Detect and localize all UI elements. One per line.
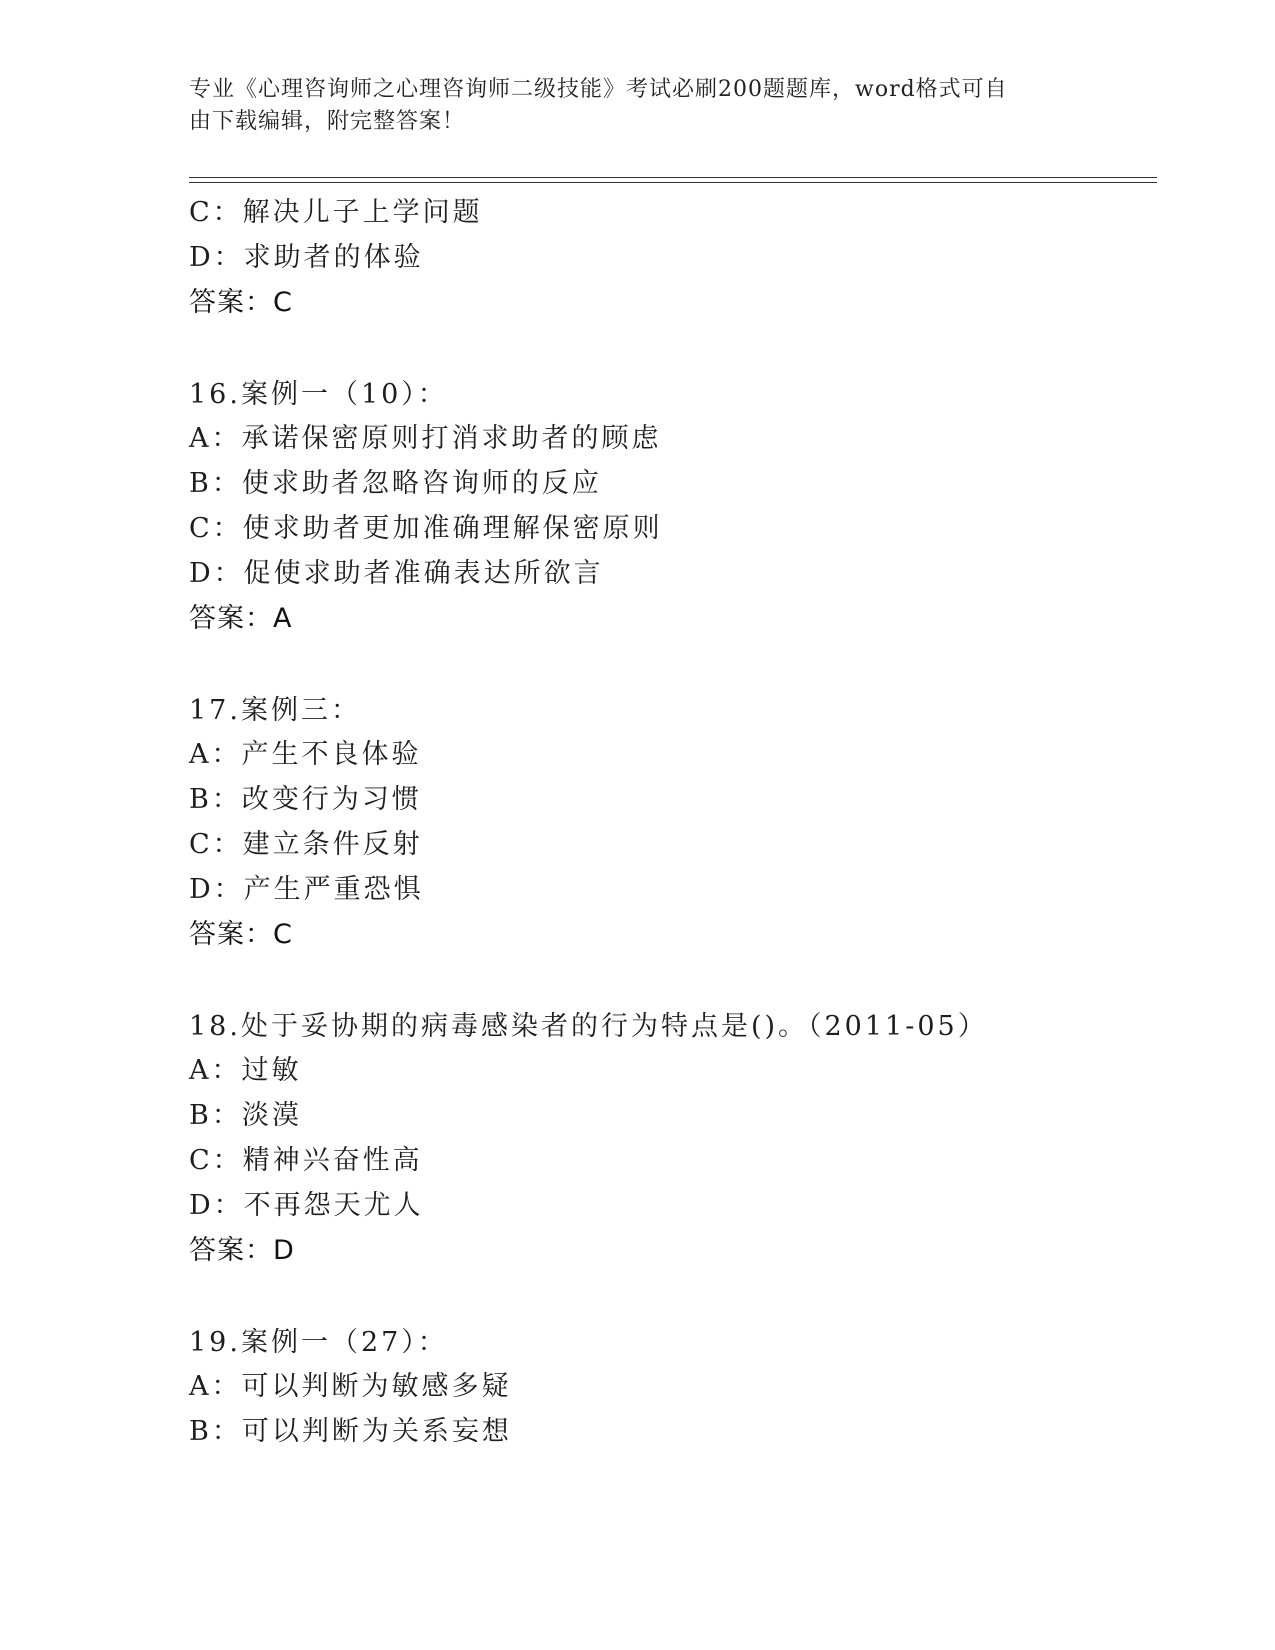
option-line: D：促使求助者准确表达所欲言	[189, 558, 604, 589]
option-line: C：精神兴奋性高	[189, 1145, 423, 1176]
option-line: C：使求助者更加准确理解保密原则	[189, 513, 663, 544]
question-stem: 19.案例一（27）：	[189, 1327, 448, 1358]
answer-line: 答案：C	[189, 287, 293, 318]
header-divider-bottom	[189, 182, 1157, 183]
option-line: B：淡漠	[189, 1100, 302, 1131]
option-line: D：求助者的体验	[189, 242, 424, 273]
option-line: D：产生严重恐惧	[189, 874, 424, 905]
option-line: B：改变行为习惯	[189, 784, 422, 815]
option-line: B：可以判断为关系妄想	[189, 1416, 512, 1447]
header-line-1: 专业《心理咨询师之心理咨询师二级技能》考试必刷200题题库，word格式可自	[189, 77, 1008, 102]
header-line-2: 由下载编辑，附完整答案！	[189, 109, 466, 134]
option-line: A：承诺保密原则打消求助者的顾虑	[189, 423, 662, 454]
document-header	[189, 74, 1079, 138]
option-line: A：过敏	[189, 1055, 302, 1086]
header-divider-top	[189, 177, 1157, 178]
answer-line: 答案：D	[189, 1235, 295, 1266]
option-line: A：产生不良体验	[189, 739, 422, 770]
answer-line: 答案：A	[189, 603, 293, 634]
answer-line: 答案：C	[189, 919, 293, 950]
option-line: C：建立条件反射	[189, 829, 423, 860]
option-line: B：使求助者忽略咨询师的反应	[189, 468, 602, 499]
option-line: D：不再怨天尤人	[189, 1190, 424, 1221]
question-stem: 16.案例一（10）：	[189, 379, 448, 410]
question-stem: 17.案例三：	[189, 695, 361, 726]
option-line: A：可以判断为敏感多疑	[189, 1371, 512, 1402]
question-stem: 18.处于妥协期的病毒感染者的行为特点是()。（2011-05）	[189, 1011, 988, 1042]
option-line: C：解决儿子上学问题	[189, 197, 483, 228]
